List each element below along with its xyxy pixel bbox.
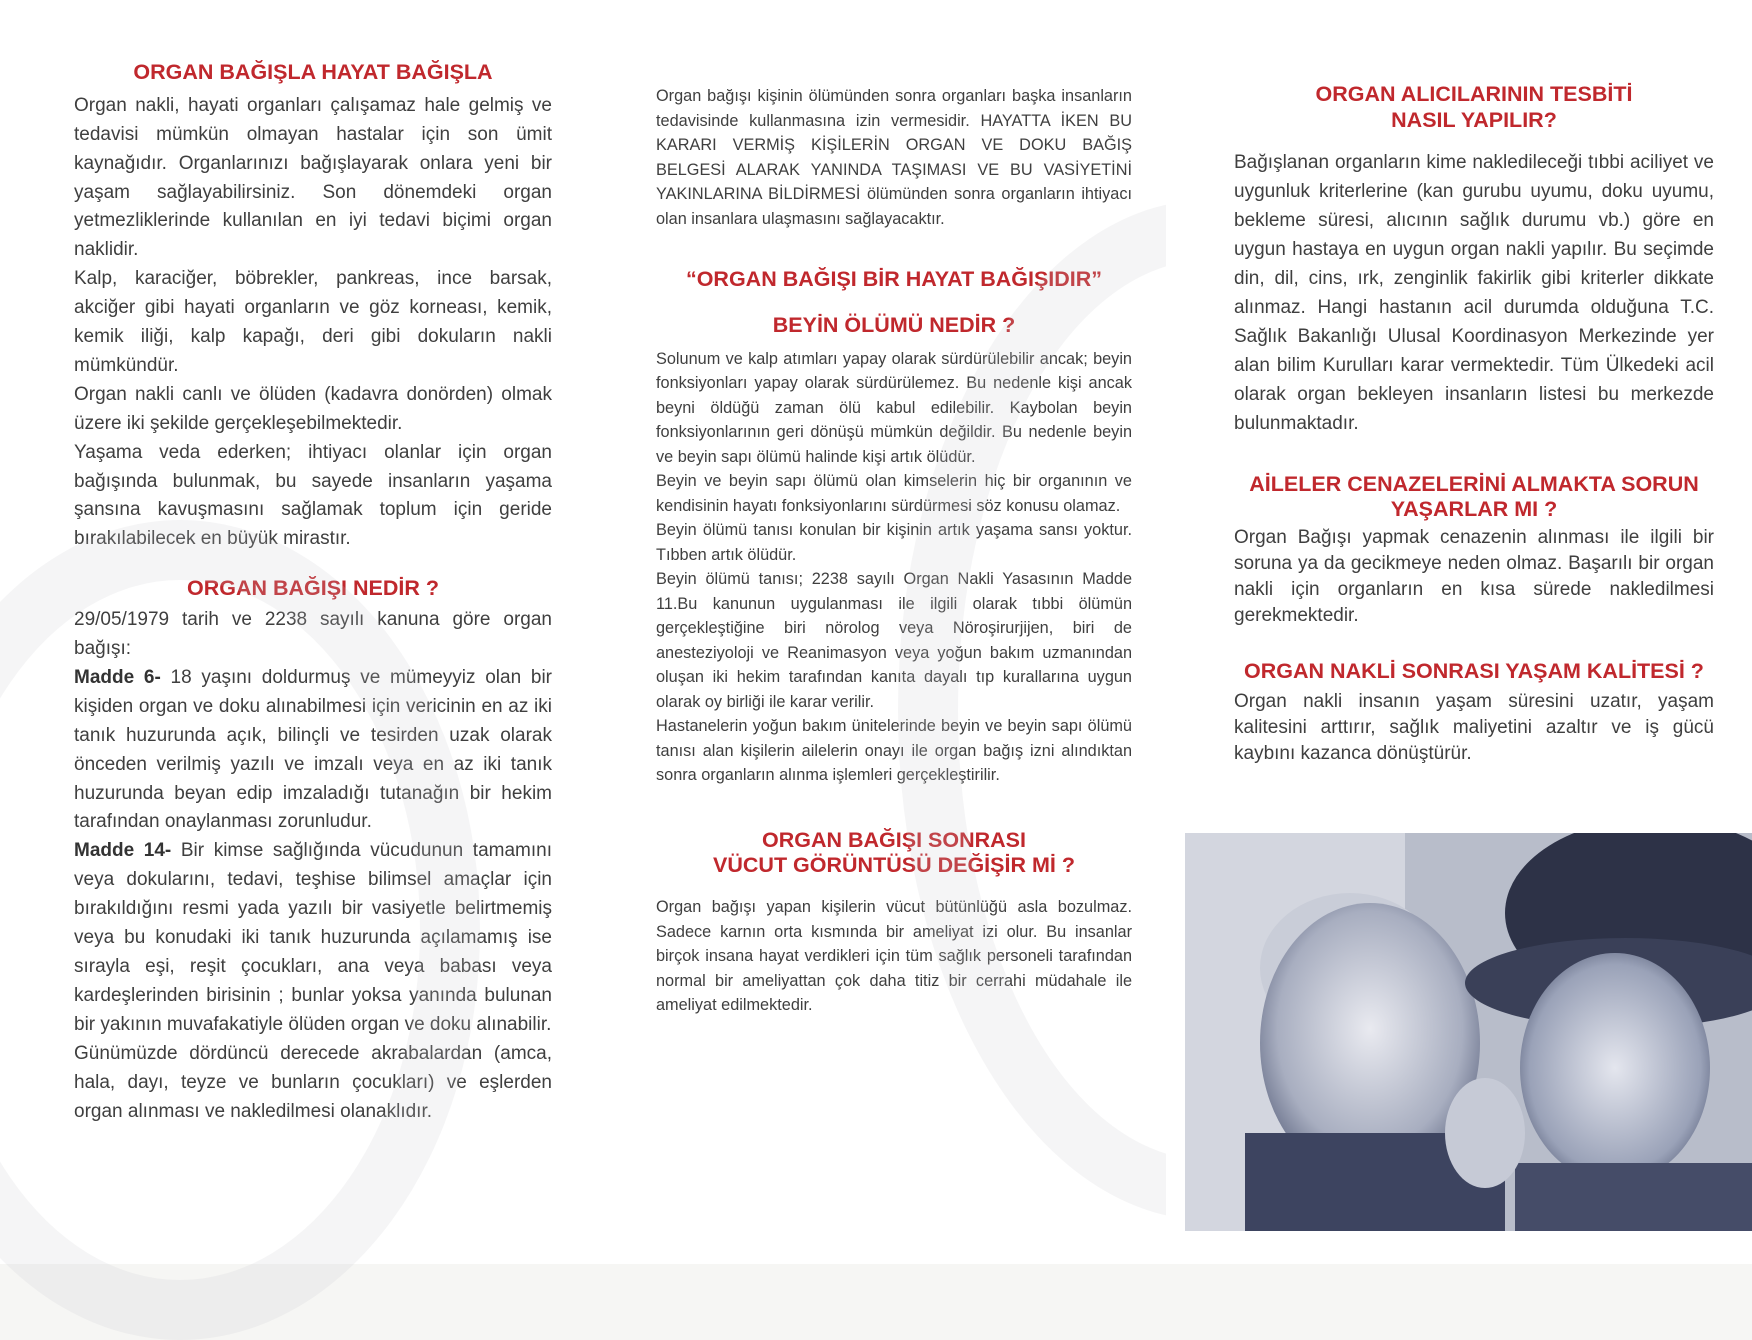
paragraph-brain-death-5: Hastanelerin yoğun bakım ünitelerinde beyin ve beyin sapı ölümü tanısı alan kişilerin ailelerin onayı ile organ bağış izni alındıktan sonra organların alınma işlemleri gerçekleştirilir. [656, 717, 1132, 785]
madde-6-text: 18 yaşını doldurmuş ve mümeyyiz olan bir kişiden organ ve doku alınabilmesi için vericinin en az iki tanık huzurunda açık, bilinçli ve tesirden uzak olarak önceden verilmiş yazılı ve imzalı veya en az iki tanık huzurunda beyan edip imzaladığı tutanağın bir hekim tarafından onaylanması zorunludur. [74, 666, 552, 833]
paragraph-recipients: Bağışlanan organların kime nakledileceği tıbbi aciliyet ve uygunluk kriterlerine (kan gurubu uyumu, doku uyumu, bekleme süresi, alıcının sağlık durumu vb.) göre en uygun hastaya en uygun organ nakli yapılır. Bu seçimde din, dil, cins, ırk, zenginlik fakirlik gibi kriterler dikkate alınmaz. Hangi hastanın acil durumda olduğuna T.C. Sağlık Bakanlığı Ulusal Koordinasyon Merkezinde yer alan bilim Kurulları karar vermektedir. Tüm Ülkedeki acil olarak organ bekleyen insanların listesi bu merkezde bulunmaktadır. [1234, 151, 1714, 434]
heading-alicilar-line2: NASIL YAPILIR? [1391, 107, 1557, 132]
heading-organ-bagisi-nedir: ORGAN BAĞIŞI NEDİR ? [186, 576, 440, 601]
paragraph-brain-death-1: Solunum ve kalp atımları yapay olarak sürdürülebilir ancak; beyin fonksiyonları yapay olarak sürdürülemez. Bu nedenle kişi ancak beyni öldüğü zaman ölü kabul edilebilir. Kaybolan beyin fonksiyonlarının geri dönüşü mümkün değildir. Bu nedenle beyin ve beyin sapı ölümü halinde kişi artık ölüdür. [656, 349, 1132, 466]
paragraph-definition: Organ bağışı kişinin ölümünden sonra organları başka insanların tedavisinde kullanmasına izin vermesidir. HAYATTA İKEN BU KARARI VERMİŞ KİŞİLERİN ORGAN VE DOKU BAĞIŞ BELGESİ ALARAK YANINDA TAŞIMASI VE BU VASİYETİNİ YAKINLARINA BİLDİRMESİ ölümünden sonra organların ihtiyacı olan insanlara ulaşmasını sağlayacaktır. [656, 87, 1132, 228]
heading-aileler-line1: AİLELER CENAZELERİNİ ALMAKTA SORUN [1249, 471, 1699, 496]
paragraph-brain-death-3: Beyin ölümü tanısı konulan bir kişinin artık yaşama sansı yoktur. Tıbben artık ölüdür. [656, 521, 1132, 564]
heading-beyin-olumu: BEYİN ÖLÜMÜ NEDİR ? [772, 312, 1016, 337]
paragraph-organs: Kalp, karaciğer, böbrekler, pankreas, ince barsak, akciğer gibi hayati organların ve göz korneası, kemik, kemik iliği, kalp kapağı, deri gibi dokuların nakli mümkündür. [74, 268, 552, 376]
paragraph-families: Organ Bağışı yapmak cenazenin alınması ile ilgili bir soruna ya da gecikmeye neden olmaz. Başarılı bir organ nakli için organların en kısa sürede nakledilmesi gerekmektedir. [1234, 527, 1714, 627]
paragraph-brain-death-2: Beyin ve beyin sapı ölümü olan kimselerin hiç bir organının ve kendisinin hayatı fonksiyonlarını sürdürmesi söz konusu olamaz. [656, 472, 1132, 515]
paragraph-body-integrity: Organ bağışı yapan kişilerin vücut bütünlüğü asla bozulmaz. Sadece karnın orta kısmında bir ameliyat izi olur. Bu insanlar birçok insana hayat verdikleri için tüm sağlık personeli tarafından normal bir ameliyattan çok daha titiz bir cerrahi müdahale ile ameliyat edilmektedir. [656, 898, 1132, 1015]
paragraph-intro: Organ nakli, hayati organları çalışamaz hale gelmiş ve tedavisi mümkün olmayan hastalar için son ümit kaynağıdır. Organlarınızı bağışlayarak onlara yeni bir yaşam sağlayabilirsiniz. Son dönemdeki organ yetmezliklerinde kullanılan en iyi tedavi biçimi organ naklidir. [74, 94, 552, 261]
madde-6-label: Madde 6- [74, 666, 161, 688]
slogan-heading: “ORGAN BAĞIŞI BİR HAYAT BAĞIŞIDIR” [685, 267, 1103, 291]
madde-14-label: Madde 14- [74, 840, 172, 862]
couple-photo [1185, 833, 1752, 1231]
couple-illustration [1185, 833, 1752, 1231]
middle-panel [598, 0, 1166, 1264]
paragraph-brain-death-4: Beyin ölümü tanısı; 2238 sayılı Organ Nakli Yasasının Madde 11.Bu kanunun uygulanması ile ilgili olarak tıbbi ölümün gerçekleştiğine biri nörolog veya Nöroşirurjijen, biri de anesteziyoloji ve Reanimasyon veya yoğun bakım uzmanından oluşan iki hekim tarafından kanıta dayalı tıp kurallarına uygun olarak oy birliği ile karar verilir. [656, 570, 1132, 711]
heading-vucut-goruntusu-line2: VÜCUT GÖRÜNTÜSÜ DEĞİŞİR Mİ ? [713, 853, 1075, 878]
paragraph-quality-of-life: Organ nakli insanın yaşam süresini uzatır, yaşam kalitesini arttırır, sağlık maliyetini azaltır ve iş gücü kaybını kazanca dönüştürür. [1234, 690, 1714, 764]
paragraph-madde-14 [74, 837, 552, 1039]
heading-alicilar-line1: ORGAN ALICILARININ TESBİTİ [1315, 82, 1633, 106]
paragraph-law: 29/05/1979 tarih ve 2238 sayılı kanuna göre organ bağışı: [74, 609, 552, 659]
heading-vucut-goruntusu-line1: ORGAN BAĞIŞI SONRASI [762, 827, 1026, 852]
heading-yasam-kalitesi: ORGAN NAKLİ SONRASI YAŞAM KALİTESİ ? [1244, 659, 1704, 684]
heading-aileler-line2: YAŞARLAR MI ? [1390, 497, 1558, 522]
heading-organ-bagisla: ORGAN BAĞIŞLA HAYAT BAĞIŞLA [133, 60, 493, 84]
paragraph-legacy: Yaşama veda ederken; ihtiyacı olanlar için organ bağışında bulunmak, bu sayede insanların yaşama şansına kavuşmasını sağlamak toplum için geride bırakılabilecek en büyük mirastır. [74, 441, 552, 550]
paragraph-relatives: Günümüzde dördüncü derecede akrabalardan (amca, hala, dayı, teyze ve bunların çocukları) ve eşlerden organ alınması ve nakledilmesi olanaklıdır. [74, 1042, 552, 1122]
paragraph-living-deceased: Organ nakli canlı ve ölüden (kadavra donörden) olmak üzere iki şekilde gerçekleşebilmektedir. [74, 383, 552, 434]
paragraph-madde-6 [74, 664, 552, 837]
left-panel [0, 0, 598, 1264]
madde-14-text: Bir kimse sağlığında vücudunun tamamını veya dokularını, tedavi, teşhise bilimsel amaçlar için bırakıldığını resmi yada yazılı bir vasiyetle belirtmemiş veya bu konudaki iki tanık huzurunda açılamamış ise sırayla eşi, reşit çocukları, ana veya babası veya kardeşlerinden birisinin ; bunlar yoksa yanında bulunan bir yakının muvafakatiyle ölüden organ ve doku alınabilir. [74, 840, 552, 1035]
